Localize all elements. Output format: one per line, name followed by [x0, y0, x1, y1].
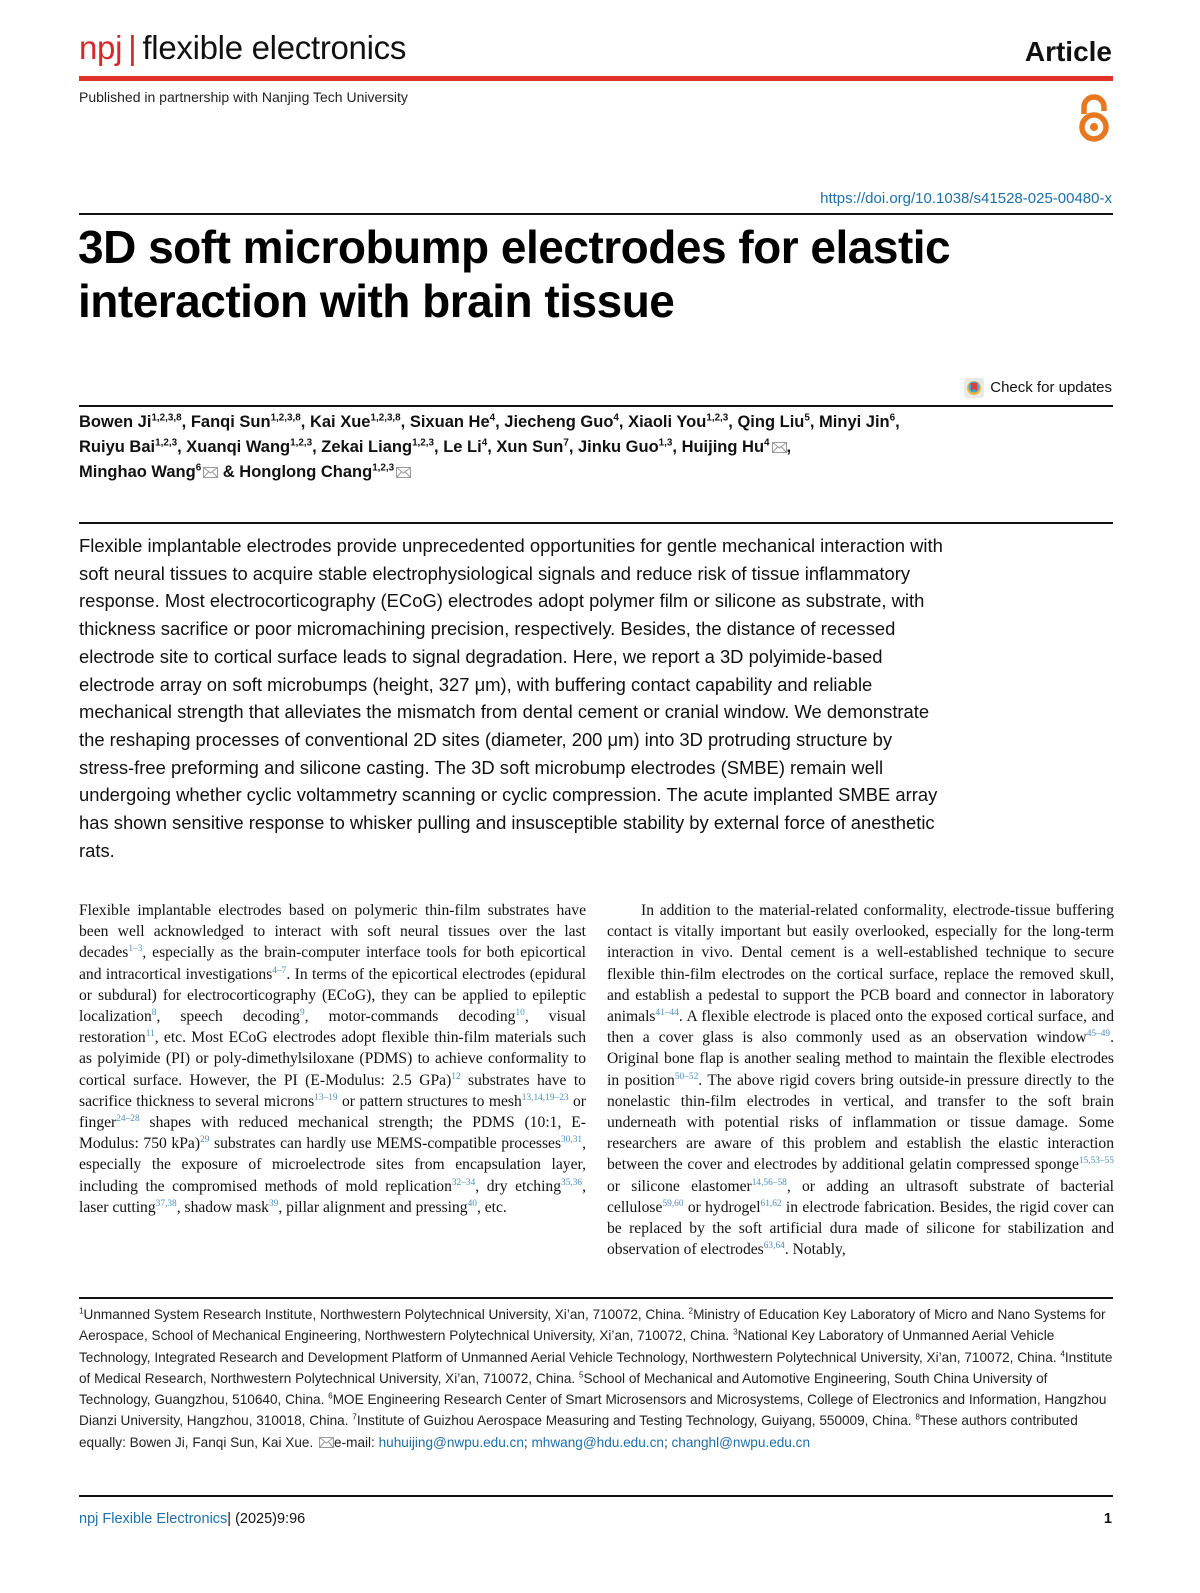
author-name[interactable]: Jinku Guo$^{1,3}$: [577, 437, 673, 456]
citation-ref[interactable]: 39: [268, 1198, 279, 1209]
citation-ref[interactable]: 24–28: [116, 1113, 140, 1124]
journal-prefix: npj: [79, 29, 123, 66]
page-number: 1: [1103, 1511, 1112, 1527]
check-updates-label: Check for updates: [990, 379, 1112, 396]
author-name[interactable]: Minghao Wang$^6$: [79, 463, 218, 481]
author-name[interactable]: Xiaoli You$^{1,2,3}$: [628, 412, 729, 431]
citation-ref[interactable]: 29: [200, 1135, 210, 1146]
citation-ref[interactable]: 59,60: [662, 1198, 684, 1209]
citation-ref[interactable]: 61,62: [760, 1198, 782, 1209]
citation-ref[interactable]: 35,36: [561, 1177, 583, 1188]
citation-ref[interactable]: 10: [515, 1007, 525, 1018]
affiliation-number: 1: [79, 1306, 84, 1316]
author-name[interactable]: Qing Liu$^5$: [737, 412, 810, 431]
author-name[interactable]: Sixuan He$^4$: [409, 412, 496, 431]
journal-logo: [79, 26, 406, 70]
author-affiliation-marker: 4: [481, 437, 488, 449]
author-affiliation-marker: 4: [764, 437, 770, 449]
footer-citation: [79, 1510, 305, 1528]
author-name[interactable]: Honglong Chang$^{1,2,3}$: [239, 463, 411, 481]
check-for-updates-button[interactable]: [964, 378, 1112, 398]
author-affiliation-marker: 1,2,3: [372, 462, 395, 474]
author-affiliation-marker: 1,2,3,8: [370, 412, 401, 424]
body-column-left: Flexible implantable electrodes based on polymeric thin-film substrates have been well acknowledged to interact with soft neural tissues over the last decades$^{1-3}$, especially as the brain-computer interface tools for both epicortical and intracortical investigations$^{4-7}$. In terms of the epicortical electrodes (epidural or subdural) for electrocorticography (ECoG), they can be applied to epileptic localization$^8$, speech decoding$^9$, motor-commands decoding$^{10}$, visual restoration$^{11}$, etc. Most ECoG electrodes adopt flexible thin-film materials such as polyimide (PI) or poly-dimethylsiloxane (PDMS) to achieve conformality to cortical surface. However, the PI (E-Modulus: 2.5 GPa)$^{12}$ substrates have to sacrifice thickness to several microns$^{13-19}$ or pattern structures to mesh$^{13,14,19-23}$ or finger$^{24-28}$ shapes with reduced mechanical strength; the PDMS (10:1, E-Modulus: 750 kPa)$^{29}$ substrates can hardly use MEMS-compatible processes$^{30,31}$, especially the exposure of microelectrode sites from encapsulation layer, including the compromised methods of mold replication$^{32-34}$, dry etching$^{35,36}$, laser cutting$^{37,38}$, shadow mask$^{39}$, pillar alignment and pressing$^{40}$, etc.: [79, 902, 587, 1216]
author-affiliation-marker: 1,2,3: [290, 437, 313, 449]
citation-ref[interactable]: 12: [451, 1071, 461, 1082]
citation-ref[interactable]: 1–3: [128, 944, 143, 955]
author-affiliation-marker: 6: [195, 462, 202, 474]
footer-rule: [79, 1495, 1113, 1497]
author-affiliation-marker: 1,2,3,8: [270, 412, 301, 424]
check-updates-icon: [964, 378, 984, 398]
author-affiliation-marker: 4: [489, 412, 496, 424]
email-link[interactable]: huhuijing@nwpu.edu.cn: [378, 1434, 524, 1450]
citation-ref[interactable]: 41–44: [655, 1007, 679, 1018]
author-name[interactable]: Minyi Jin$^6$: [819, 412, 896, 431]
author-affiliation-marker: 7: [563, 437, 569, 449]
author-name[interactable]: Kai Xue$^{1,2,3,8}$: [309, 412, 401, 431]
citation-ref[interactable]: 8: [151, 1007, 157, 1018]
affiliation-number: 7: [352, 1412, 357, 1422]
email-envelope-icon[interactable]: [203, 461, 218, 472]
author-name[interactable]: Fanqi Sun$^{1,2,3,8}$: [190, 412, 301, 431]
journal-name: flexible electronics: [142, 29, 407, 66]
author-affiliation-marker: 1,3: [658, 437, 673, 449]
author-list: Bowen Ji$^{1,2,3,8}$, Fanqi Sun$^{1,2,3,8}$, Kai Xue$^{1,2,3,8}$, Sixuan He$^4$, Jiecheng Guo$^4$, Xiaoli You$^{1,2,3}$, Qing Liu$^5$, Minyi Jin$^6$, Ruiyu Bai$^{1,2,3}$, Xuanqi Wang$^{1,2,3}$, Zekai Liang$^{1,2,3}$, Le Li$^4$, Xun Sun$^7$, Jinku Guo$^{1,3}$, Huijing Hu$^4$ , Minghao Wang$^6$ & Honglong Chang$^{1,2,3}$: [79, 412, 900, 481]
author-affiliation-marker: 1,2,3: [706, 412, 729, 424]
footer-volume: | (2025)9:96: [227, 1511, 306, 1527]
email-envelope-icon[interactable]: [772, 436, 787, 447]
body-column-right: In addition to the material-related conformality, electrode-tissue buffering contact is vitally important but easily overlooked, especially for the long-term interaction in vivo. Dental cement is a well-established technique to secure flexible thin-film electrodes on the cortical surface, replace the removed skull, and establish a pedestal to support the PCB board and connector in laboratory animals$^{41-44}$. A flexible electrode is placed onto the exposed cortical surface, and then a cover glass is also commonly used as an observation window$^{45-49}$. Original bone flap is another sealing method to maintain the flexible electrodes in position$^{50-52}$. The above rigid covers bring outside-in pressure directly to the nonelastic thin-film electrodes in vertical, and transfer to the soft brain underneath with potential risks of inflammation or tissue damage. Some researchers are aware of this problem and establish the elastic interaction between the cover and electrodes by additional gelatin compressed sponge$^{15,53-55}$ or silicone elastomer$^{14,56-58}$, or adding an ultrasoft substrate of bacterial cellulose$^{59,60}$ or hydrogel$^{61,62}$ in electrode fabrication. Besides, the rigid cover can be replaced by the soft artificial dura made of silicone for stabilization and observation of electrodes$^{63,64}$. Notably,: [607, 902, 1115, 1259]
title-rule: [79, 213, 1113, 215]
citation-ref[interactable]: 32–34: [451, 1177, 476, 1188]
author-affiliation-marker: 1,2,3: [155, 437, 178, 449]
author-name[interactable]: Huijing Hu$^4$: [682, 438, 787, 456]
email-link[interactable]: mhwang@hdu.edu.cn: [531, 1434, 664, 1450]
citation-ref[interactable]: 30,31: [561, 1135, 583, 1146]
author-affiliation-marker: 1,2,3,8: [151, 412, 182, 424]
citation-ref[interactable]: 45–49: [1086, 1029, 1111, 1040]
article-type-label: Article: [1024, 36, 1112, 67]
affiliation-number: 2: [688, 1306, 694, 1316]
footer-journal-link[interactable]: npj Flexible Electronics: [79, 1511, 228, 1527]
citation-ref[interactable]: 4–7: [272, 965, 287, 976]
author-name[interactable]: Bowen Ji$^{1,2,3,8}$: [79, 412, 182, 431]
journal-separator: |: [128, 29, 137, 66]
author-name[interactable]: Jiecheng Guo$^4$: [504, 412, 619, 431]
partnership-note: Published in partnership with Nanjing Tech University: [79, 89, 408, 105]
affiliations: $^1$Unmanned System Research Institute, Northwestern Polytechnical University, Xi’an, 710072, China. $^2$Ministry of Education Key Laboratory of Micro and Nano Systems for Aerospace, School of Mechanical Engineering, Northwestern Polytechnical University, Xi’an, 710072, China. $^3$National Key Laboratory of Unmanned Aerial Vehicle Technology, Integrated Research and Development Platform of Unmanned Aerial Vehicle Technology, Northwestern Polytechnical University, Xi’an, 710072, China. $^4$Institute of Medical Research, Northwestern Polytechnical University, Xi’an, 710072, China. $^5$School of Mechanical and Automotive Engineering, South China University of Technology, Guangzhou, 510640, China. $^6$MOE Engineering Research Center of Smart Microsensors and Microsystems, College of Electronics and Information, Hangzhou Dianzi University, Hangzhou, 310018, China. $^7$Institute of Guizhou Aerospace Measuring and Testing Technology, Guiyang, 550009, China. $^8$These authors contributed equally: Bowen Ji, Fanqi Sun, Kai Xue. e-mail: huhuijing@nwpu.edu.cn; mhwang@hdu.edu.cn; changhl@nwpu.edu.cn: [79, 1306, 1113, 1450]
author-affiliation-marker: 6: [889, 412, 896, 424]
author-name[interactable]: Zekai Liang$^{1,2,3}$: [321, 437, 435, 456]
email-link[interactable]: changhl@nwpu.edu.cn: [671, 1434, 811, 1450]
header-rule: [79, 76, 1113, 81]
author-name[interactable]: Ruiyu Bai$^{1,2,3}$: [79, 437, 178, 456]
citation-ref[interactable]: 40: [467, 1198, 477, 1209]
affiliation-number: 6: [328, 1391, 333, 1401]
citation-ref[interactable]: 15,53–55: [1078, 1156, 1114, 1167]
article-title: 3D soft microbump electrodes for elastic interaction with brain tissue: [78, 221, 951, 327]
author-affiliation-marker: 1,2,3: [412, 437, 435, 449]
email-envelope-icon: [319, 1433, 334, 1444]
affiliation-number: 8: [915, 1412, 920, 1422]
author-affiliation-marker: 5: [804, 412, 810, 424]
abstract: Flexible implantable electrodes provide unprecedented opportunities for gentle mechanical interaction with soft neural tissues to acquire stable electrophysiological signals and reduce risk of tissue inflammatory response. Most electrocorticography (ECoG) electrodes adopt polymer film or silicone as substrate, with thickness sacrifice or poor micromachining precision, respectively. Besides, the distance of recessed electrode site to cortical surface leads to signal degradation. Here, we report a 3D polyimide-based electrode array on soft microbumps (height, 327 μm), with buffering contact capability and reliable mechanical strength that alleviates the mismatch from dental cement or cranial window. We demonstrate the reshaping processes of conventional 2D sites (diameter, 200 μm) into 3D protruding structure by stress-free preforming and silicone casting. The 3D soft microbump electrodes (SMBE) remain well undergoing whether cyclic voltammetry scanning or cyclic compression. The acute implanted SMBE array has shown sensitive response to whisker pulling and insusceptible stability by external force of anesthetic rats.: [79, 535, 943, 861]
open-access-lock-icon: [1076, 94, 1112, 142]
author-affiliation-marker: 4: [613, 412, 619, 424]
doi-link[interactable]: https://doi.org/10.1038/s41528-025-00480-x: [820, 190, 1112, 207]
citation-ref[interactable]: 37,38: [155, 1198, 177, 1209]
citation-ref[interactable]: 9: [299, 1007, 305, 1018]
email-envelope-icon[interactable]: [396, 461, 411, 472]
citation-ref[interactable]: 13–19: [314, 1092, 338, 1103]
affiliations-rule: [79, 1297, 1113, 1299]
citation-ref[interactable]: 63,64: [763, 1241, 785, 1252]
citation-ref[interactable]: 14,56–58: [751, 1177, 787, 1188]
abstract-rule: [79, 522, 1113, 524]
affiliation-number: 5: [578, 1370, 584, 1380]
author-name[interactable]: Xun Sun$^7$: [496, 437, 569, 456]
affiliation-number: 3: [733, 1327, 738, 1337]
authors-rule: [79, 405, 1113, 407]
citation-ref[interactable]: 11: [145, 1029, 155, 1040]
affiliation-number: 4: [1060, 1349, 1065, 1359]
author-name[interactable]: Xuanqi Wang$^{1,2,3}$: [186, 437, 313, 456]
citation-ref[interactable]: 50–52: [674, 1071, 699, 1082]
citation-ref[interactable]: 13,14,19–23: [521, 1092, 569, 1103]
author-name[interactable]: Le Li$^4$: [443, 437, 488, 456]
